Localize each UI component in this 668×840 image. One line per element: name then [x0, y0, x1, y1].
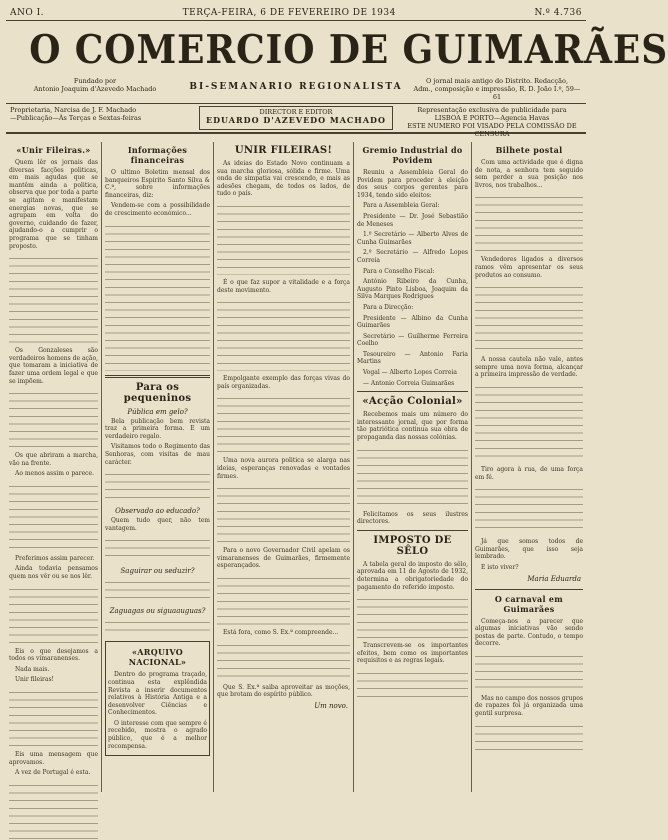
text-block: [9, 780, 98, 840]
paragraph: Reuniu a Assembleia Geral do Povidem para proceder à eleição dos seus corpos gerentes para 1934, tendo sido eleitos:: [357, 169, 468, 199]
article-heading-accao-colonial: «Acção Colonial»: [362, 396, 463, 408]
paragraph: Os Gonzaleses são verdadeiros homens de ação, que tomaram a iniciativa de fazer uma ordem legal e que se impõem.: [9, 347, 98, 385]
paragraph: Bela publicação bem revista traz a primeira forma. E um verdadeiro regalo.: [105, 417, 210, 440]
header-info-row: [6, 77, 586, 104]
founded-block: [10, 77, 180, 93]
column-3: [214, 142, 354, 792]
article-heading-informacoes-financeiras: Informações financeiras: [127, 145, 188, 165]
article-columns: [6, 142, 586, 792]
column-5: [472, 142, 586, 792]
paragraph: Vendedores ligados a diversos ramos vêm apresentar os seus produtos ao consumo.: [475, 256, 583, 279]
article-heading-unir-fileiras-1: «Unir Fileiras.»: [16, 145, 91, 155]
text-block: [105, 617, 210, 637]
divider: [357, 391, 468, 392]
text-block: [357, 668, 468, 698]
year-label: ANO I.: [10, 8, 45, 18]
text-block: [475, 721, 583, 751]
director-block: [199, 106, 393, 130]
article-heading-carnaval: O carnaval em Guimarães: [494, 593, 564, 614]
paragraph: Começa-nos a parecer que algumas iniciativas vão sendo postas de parte. Contudo, o tempo decorre.: [475, 617, 583, 648]
masthead-title: O COMERCIO DE GUIMARÃES: [29, 27, 668, 73]
text-block: [9, 388, 98, 448]
text-block: [217, 201, 350, 275]
article-heading-bilhete-postal: Bilhete postal: [495, 145, 563, 155]
text-block: [475, 282, 583, 352]
paragraph: Eis o que desejamos a todos os vimaranenses.: [9, 647, 98, 663]
founded-line1: Fundado por: [73, 77, 117, 85]
paragraph: Presidente — Dr. José Sebastião de Meneses: [357, 212, 468, 228]
paragraph: Que S. Ex.ª saiba aproveitar as moções, que brotam do espírito público.: [217, 683, 350, 699]
text-block: [105, 221, 210, 371]
paragraph: Para o Conselho Fiscal:: [363, 267, 435, 275]
rep-line2: LISBOA E PORTO—Agencia Havas: [434, 114, 550, 122]
director-label: DIRECTOR E EDITOR: [259, 108, 333, 116]
text-block: [217, 640, 350, 680]
paragraph: — Antonio Correia Guimarães: [363, 379, 455, 387]
paragraph: É o que faz supor a vitalidade e a força deste movimento.: [217, 278, 350, 294]
director-name: EDUARDO D'AZEVEDO MACHADO: [206, 115, 386, 125]
paragraph: Quem lêr os jornais das diversas facções politicas, em mais agudas que se mantêm ainda a politica, observa que por toda a parte se agitam e manifestam energias novas, que se agrupam em volta do governo, cuidando de fazer, ajudando-o a cumprir o programa que se tinham proposto.: [9, 159, 98, 250]
subheading: Observado ao educado?: [115, 507, 200, 516]
paragraph: Vendem-se com a possibilidade de crescimento económico...: [105, 202, 210, 217]
text-block: [475, 651, 583, 691]
newspaper-page: [6, 6, 668, 796]
text-block: [217, 297, 350, 371]
column-1: [6, 142, 102, 792]
text-block: [9, 481, 98, 551]
subheading: Pública em gelo?: [127, 407, 188, 416]
paragraph: Ao menos assim o parece.: [15, 470, 94, 478]
text-block: [217, 573, 350, 625]
paragraph: Para a Assembleia Geral:: [363, 202, 440, 210]
article-heading-gremio-industrial: Gremio Industrial do Povidem: [362, 145, 463, 165]
paragraph: O ultimo Boletim mensal dos banqueiros Espirito Santo Silva & C.ª, sobre informações financeiras, diz:: [105, 169, 210, 199]
paragraph: 2.º Secretário — Alfredo Lopes Correia: [357, 249, 468, 264]
rep-line1: Representação exclusiva de publicidade para: [417, 106, 567, 114]
owner-block: [10, 106, 190, 130]
paragraph: E isto viver?: [481, 563, 519, 571]
paragraph: 1.º Secretário — Alberto Alves de Cunha Guimarães: [357, 231, 468, 246]
paragraph: Unir fileiras!: [15, 676, 54, 684]
text-block: [475, 484, 583, 534]
text-block: [105, 577, 210, 603]
paragraph: Ainda todavia pensamos quem nos vêr ou se nos lêr.: [9, 565, 98, 581]
paragraph: Felicitamos os seus ilustres directores.: [357, 510, 468, 526]
paragraph: Uma nova aurora politica se alarga nas ideias, esperanças renovadas e vontades firmes.: [217, 457, 350, 480]
article-heading-imposto-de-selo: IMPOSTO DE SÊLO: [373, 534, 452, 557]
paragraph: As ideias do Estado Novo continuam a sua marcha gloriosa, sólida e firme. Uma onda de simpatia vai crescendo, e mais as adesões chegam, de todos os lados, de tudo o país.: [217, 160, 350, 198]
paragraph: Para a Direcção:: [363, 303, 414, 311]
subheading: Saguirar ou seduzir?: [120, 567, 195, 576]
paragraph: Preferimos assim parecer.: [15, 554, 95, 562]
founded-line2: Antonio Joaquim d'Azevedo Machado: [33, 85, 157, 93]
paragraph: Recebemos mais um número do interessante jornal, que por forma tão patriótica continua sua obra de propaganda das nossas colónias.: [357, 411, 468, 442]
text-block: [9, 584, 98, 644]
subheading: Zaguagas ou siguaauguas?: [109, 607, 206, 616]
text-block: [357, 445, 468, 507]
text-block: [357, 594, 468, 638]
paragraph: Já que somos todos de Guimarães, que isso seja lembrado.: [475, 538, 583, 561]
paragraph: Transcrevem-se os importantes efeitos, bem como os importantes requisitos e as regras legais.: [357, 642, 468, 665]
divider: [105, 375, 210, 378]
divider: [475, 589, 583, 590]
issue-number: N.º 4.736: [534, 8, 582, 18]
oldest-block: [412, 77, 582, 101]
header-topline: [6, 6, 586, 21]
paragraph: Está fora, como S. Ex.ª compreende...: [223, 628, 339, 636]
paragraph: Os que abriram a marcha, vão na frente.: [9, 452, 98, 467]
date-label: TERÇA-FEIRA, 6 DE FEVEREIRO DE 1934: [182, 8, 396, 18]
text-block: [9, 687, 98, 747]
text-block: [217, 483, 350, 543]
paragraph: Com uma actividade que é digna de nota, a senhora tem seguido sem perder a sua posição nos livros, nos trabalhos...: [475, 159, 583, 189]
signature: Um novo.: [314, 701, 348, 710]
rep-line3: ESTE NUMERO FOI VISADO PELA COMISSÃO DE CENSURA: [407, 122, 577, 138]
paragraph: Visitamos todo o Regimento das Senhoras, com visitas de mau carácter.: [105, 443, 210, 466]
paragraph: Dentro do programa traçado, continua esta explêndida Revista a inserir documentos relativos à História Antiga e a desenvolver Ciências e Conhecimentos.: [108, 671, 207, 717]
column-2: [102, 142, 214, 792]
signature: Maria Eduarda: [527, 574, 581, 583]
owner-line2: —Publicação—Às Terças e Sextas-feiras: [10, 114, 142, 122]
article-heading-arquivo-nacional: «ARQUIVO NACIONAL»: [128, 647, 187, 668]
paragraph: Presidente — Albino da Cunha Guimarães: [357, 314, 468, 330]
paragraph: A tabela geral do imposto do sêlo, aprovada em 11 de Agosto de 1932, determina a obrigatoriedade do pagamento do referido imposto.: [357, 560, 468, 591]
column-4: [354, 142, 472, 792]
representation-block: [402, 106, 582, 138]
text-block: [9, 253, 98, 343]
paragraph: Nada mais.: [15, 665, 50, 673]
text-block: [475, 192, 583, 252]
text-block: [105, 469, 210, 503]
text-block: [217, 393, 350, 453]
arquivo-nacional-box: [105, 641, 210, 756]
paragraph: Quem tudo quer, não tem vantagem.: [105, 517, 210, 532]
text-block: [475, 382, 583, 462]
paragraph: Para o novo Governador Civil apelam os vimaranenses de Guimarães, firmemente esperançados.: [217, 547, 350, 570]
owner-line1: Proprietaria, Narcisa de J. F. Machado: [10, 106, 137, 114]
header-credits-row: [6, 104, 586, 138]
paragraph: Empolgante exemplo das forças vivas do país organizadas.: [217, 375, 350, 390]
paragraph: Tiro agora à rua, de uma força em fé.: [475, 465, 583, 481]
paragraph: Tesoureiro — Antonio Faria Martins: [357, 350, 468, 366]
paragraph: A vez de Portugal é esta.: [15, 769, 91, 777]
paragraph: Mas no campo dos nossos grupos de rapazes foi já organizada uma gentil surpresa.: [475, 694, 583, 718]
paragraph: Secretário — Guilherme Ferreira Coelho: [357, 332, 468, 348]
text-block: [105, 535, 210, 563]
article-heading-para-os-pequeninos: Para os pequeninos: [123, 381, 192, 404]
article-heading-unir-fileiras-2: UNIR FILEIRAS!: [234, 145, 333, 156]
paragraph: O interesse com que sempre é recebido, mostra o agrado público, que é a melhor recompensa.: [108, 719, 207, 750]
paragraph: Eis uma mensagem que aprovamos.: [9, 751, 98, 766]
paragraph: António Ribeiro da Cunha, Augusto Pinto Lisboa, Joaquim da Silva Marques Rodrigues: [357, 278, 468, 301]
divider: [357, 530, 468, 531]
paragraph: Vogal — Alberto Lopes Correia: [363, 369, 457, 377]
oldest-line2: Adm., composição e impressão, R. D. João I.º, 59—61: [413, 85, 581, 101]
paragraph: A nossa cautela não vale, antes sempre uma nova forma, alcançar a primeira impressão de verdade.: [475, 356, 583, 379]
oldest-line1: O jornal mais antigo do Distrito. Redacção,: [425, 77, 569, 85]
subtitle: BI-SEMANARIO REGIONALISTA: [189, 82, 403, 92]
